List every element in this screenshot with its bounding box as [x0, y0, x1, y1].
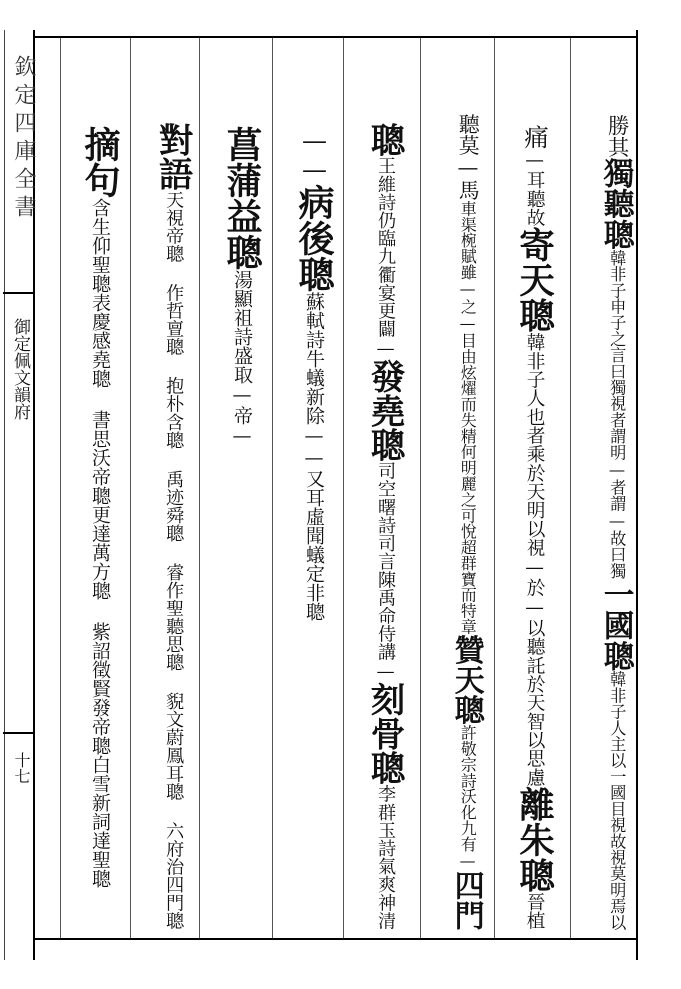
- text-segment: 聽莫—馬: [455, 113, 481, 201]
- paired-phrases: 天視帝聰 作哲亶聰 抱朴含聰 禹迹舜聰 睿作聖聽思聰 貎文蔚鳳耳聰 六府治四門聰: [163, 190, 185, 930]
- text-column-6: [208, 50, 276, 447]
- citation-text: 韓非子申子之言曰獨視者謂明—者謂—故曰獨: [607, 249, 627, 579]
- text-column-4: [353, 50, 418, 930]
- column-divider: [570, 38, 571, 938]
- spine-divider: [3, 732, 35, 734]
- citation-text: 湯顯祖詩盛取: [231, 270, 253, 384]
- text-column-8: [66, 50, 134, 888]
- frame-bottom-border: [33, 938, 638, 940]
- headword: 贊天聰: [450, 634, 486, 725]
- quoted-lines: 含生仰聖聰表慶感堯聰 書思沃帝聰更達萬方聰 紫詔徵賢發帝聰白雪新詞達聖聰: [89, 198, 111, 888]
- text-column-5: [280, 50, 348, 621]
- text-column-2: [501, 50, 568, 930]
- citation-text: 蘇軾詩牛蟻新除——又耳虛聞蟻定非聰: [303, 292, 325, 621]
- headword: 離朱聰: [513, 786, 556, 893]
- section-heading: 對語: [153, 122, 194, 191]
- column-divider: [420, 38, 421, 938]
- citation-text: 車渠椀賦雖—之—目由炫燿而: [458, 200, 477, 412]
- text-segment: 勝其: [605, 114, 630, 158]
- page-number: 十七: [12, 752, 31, 784]
- citation-text: —耳聽故: [523, 149, 546, 227]
- headword: 菖蒲益聰: [221, 126, 263, 270]
- citation-text: —帝—: [231, 384, 253, 447]
- citation-text: 李群玉詩氣爽神清: [375, 784, 397, 930]
- citation-text: 韓非子人主以一國目視故視莫明焉以: [607, 670, 627, 931]
- text-segment: ——: [300, 126, 329, 184]
- citation-text: 晉植: [523, 892, 546, 930]
- text-segment: 痛: [520, 124, 550, 150]
- spine-divider: [3, 292, 35, 294]
- headword: 四門: [450, 870, 486, 931]
- citation-text: 失精何明麗之可悅超群寶而特章: [458, 411, 477, 635]
- spine-collection-title: 欽定四庫全書: [11, 55, 36, 223]
- headword: 一國聰: [599, 578, 635, 671]
- text-column-7: [141, 50, 206, 930]
- headword: 寄天聰: [513, 226, 556, 333]
- citation-text: 司空曙詩司言陳禹命侍講—: [375, 461, 397, 682]
- headword: 病後聰: [293, 184, 335, 292]
- column-divider: [60, 38, 61, 938]
- headword: 聰: [365, 122, 406, 157]
- headword: 獨聽聰: [599, 157, 635, 250]
- citation-text: 許敬宗詩沃化九有—: [458, 724, 477, 871]
- spine-book-title: 御定佩文韻府: [10, 318, 30, 420]
- text-column-3: [439, 50, 496, 930]
- text-column-1: [588, 50, 646, 930]
- citation-text: 王維詩仍臨九衢宴更闢—: [375, 156, 397, 359]
- frame-top-border: [33, 36, 638, 38]
- headword: 刻骨聰: [365, 681, 406, 785]
- section-heading: 摘句: [79, 126, 121, 198]
- headword: 發堯聰: [365, 358, 406, 462]
- citation-text: 韓非子人也者乘於天明以視—於—以聽託於天智以思慮: [523, 332, 546, 787]
